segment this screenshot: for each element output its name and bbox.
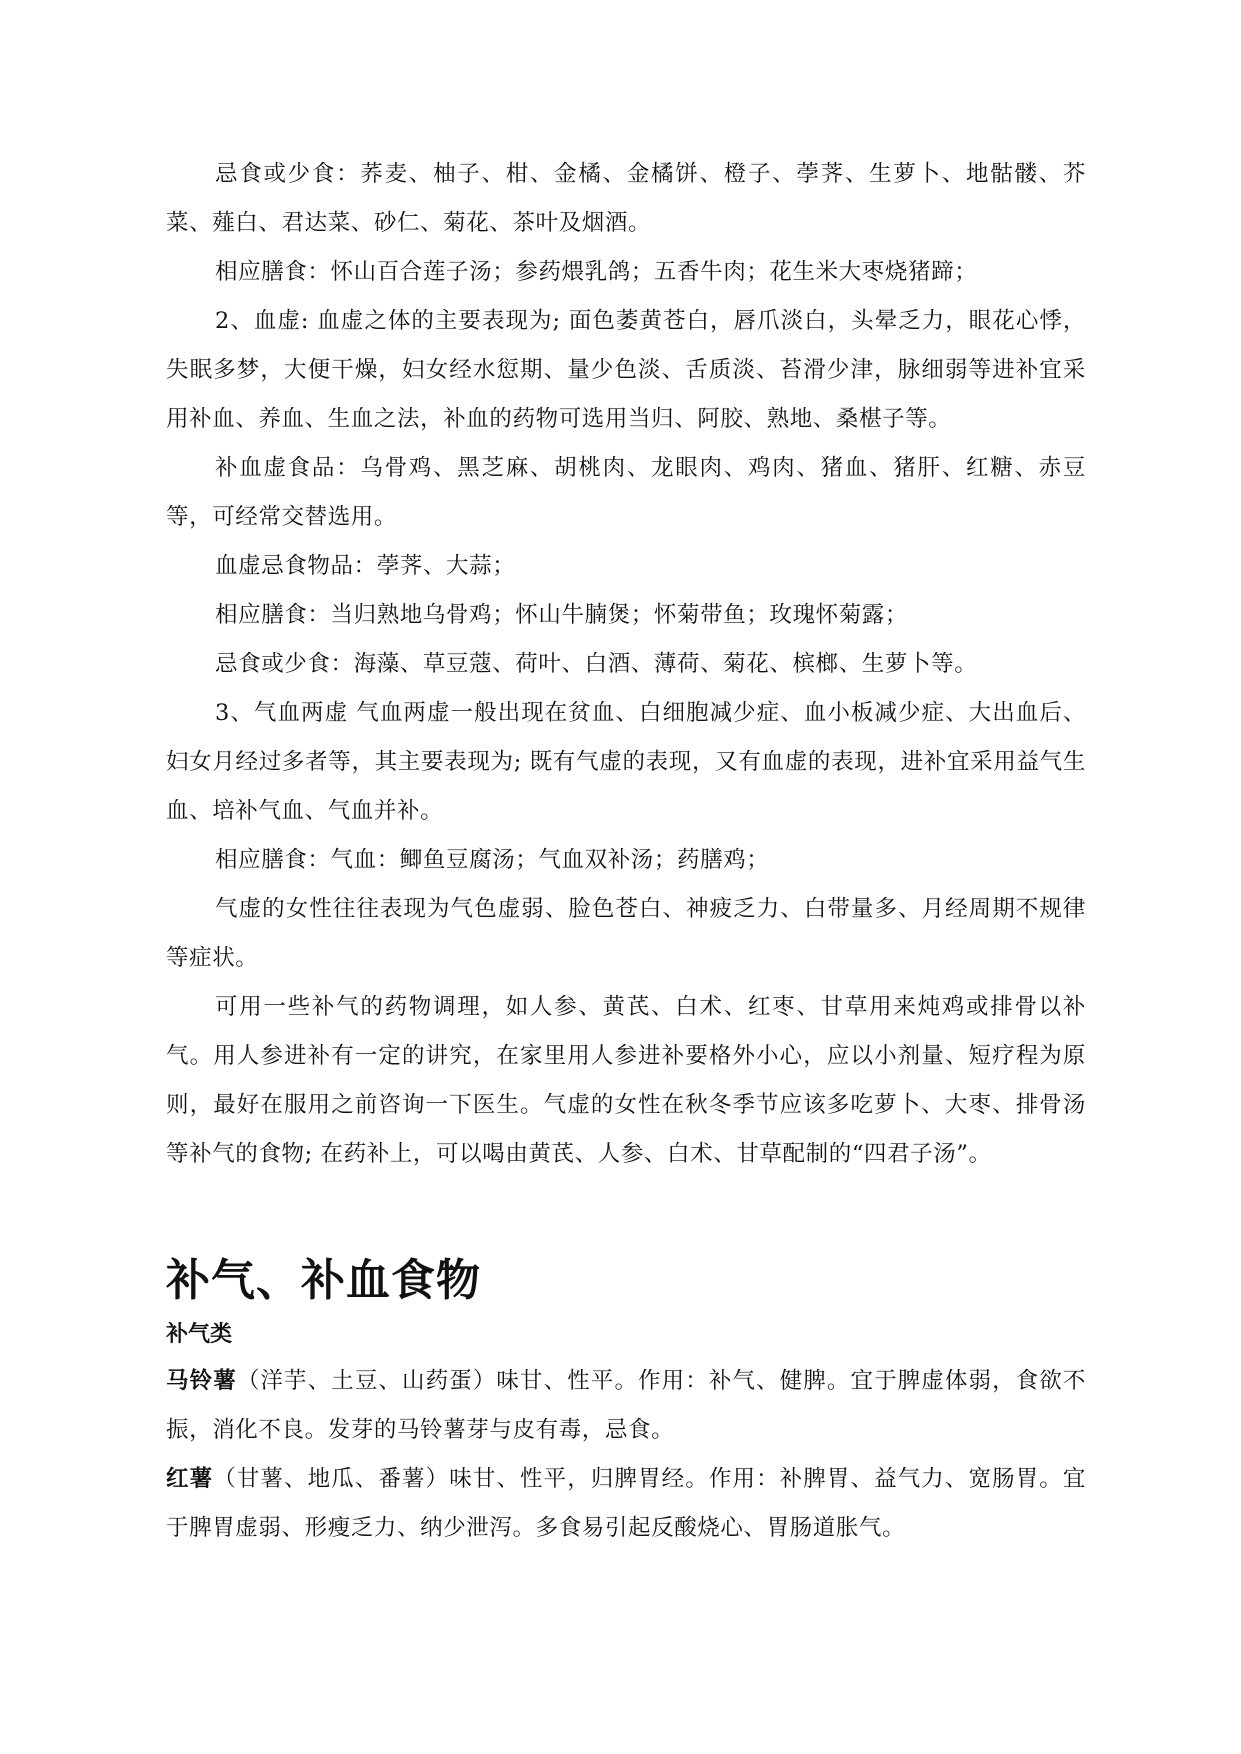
paragraph-blood-diet: 相应膳食：当归熟地乌骨鸡；怀山牛腩煲；怀菊带鱼；玫瑰怀菊露； bbox=[215, 602, 909, 628]
document-page bbox=[166, 150, 1086, 1553]
food-entry-potato bbox=[166, 1357, 1086, 1455]
section-title: 补气、补血食物 bbox=[166, 1255, 481, 1306]
food-name: 红薯 bbox=[166, 1466, 214, 1492]
paragraph-qi-blood-diet: 相应膳食：气血：鲫鱼豆腐汤；气血双补汤；药膳鸡； bbox=[215, 847, 770, 873]
paragraph-qi-deficiency-women: 气虚的女性往往表现为气色虚弱、脸色苍白、神疲乏力、白带量多、月经周期不规律等症状。 bbox=[166, 896, 1086, 971]
paragraph-blood-deficiency: 2、血虚: 血虚之体的主要表现为; 面色萎黄苍白，唇爪淡白，头晕乏力，眼花心悸，失眠多梦，大便干燥，妇女经水愆期、量少色淡、舌质淡、苔滑少津，脉细弱等进补宜采用补血、养血、生血之法，补血的药物可选用当归、阿胶、熟地、桑椹子等。 bbox=[166, 308, 1086, 432]
paragraph-qi-tonic-advice: 可用一些补气的药物调理，如人参、黄芪、白术、红枣、甘草用来炖鸡或排骨以补气。用人参进补有一定的讲究，在家里用人参进补要格外小心，应以小剂量、短疗程为原则，最好在服用之前咨询一下医生。气虚的女性在秋冬季节应该多吃萝卜、大枣、排骨汤等补气的食物; 在药补上，可以喝由黄芪、人参、白术、甘草配制的“四君子汤”。 bbox=[166, 994, 1086, 1167]
paragraph-blood-avoid-less: 忌食或少食：海藻、草豆蔻、荷叶、白酒、薄荷、菊花、槟榔、生萝卜等。 bbox=[215, 651, 978, 677]
food-name: 马铃薯 bbox=[166, 1368, 237, 1394]
paragraph-avoid-foods: 忌食或少食：荞麦、柚子、柑、金橘、金橘饼、橙子、荸荠、生萝卜、地骷髅、芥菜、薤白、君达菜、砂仁、菊花、茶叶及烟酒。 bbox=[166, 161, 1086, 236]
paragraph-recommended-diet: 相应膳食：怀山百合莲子汤；参药煨乳鸽；五香牛肉；花生米大枣烧猪蹄； bbox=[215, 259, 978, 285]
paragraph-qi-blood-deficiency: 3、气血两虚 气血两虚一般出现在贫血、白细胞减少症、血小板减少症、大出血后、妇女月经过多者等，其主要表现为; 既有气虚的表现，又有血虚的表现，进补宜采用益气生血、培补气血、气血并补。 bbox=[166, 700, 1086, 824]
food-entry-sweet-potato bbox=[166, 1455, 1086, 1553]
paragraph-blood-foods: 补血虚食品：乌骨鸡、黑芝麻、胡桃肉、龙眼肉、鸡肉、猪血、猪肝、红糖、赤豆等，可经常交替选用。 bbox=[166, 455, 1086, 530]
food-description: （洋芋、土豆、山药蛋）味甘、性平。作用：补气、健脾。宜于脾虚体弱，食欲不振，消化不良。发芽的马铃薯芽与皮有毒，忌食。 bbox=[166, 1368, 1086, 1443]
food-description: （甘薯、地瓜、番薯）味甘、性平，归脾胃经。作用：补脾胃、益气力、宽肠胃。宜于脾胃虚弱、形瘦乏力、纳少泄泻。多食易引起反酸烧心、胃肠道胀气。 bbox=[166, 1466, 1087, 1541]
section-subtitle: 补气类 bbox=[166, 1322, 233, 1347]
paragraph-blood-avoid: 血虚忌食物品：荸荠、大蒜； bbox=[215, 553, 516, 579]
